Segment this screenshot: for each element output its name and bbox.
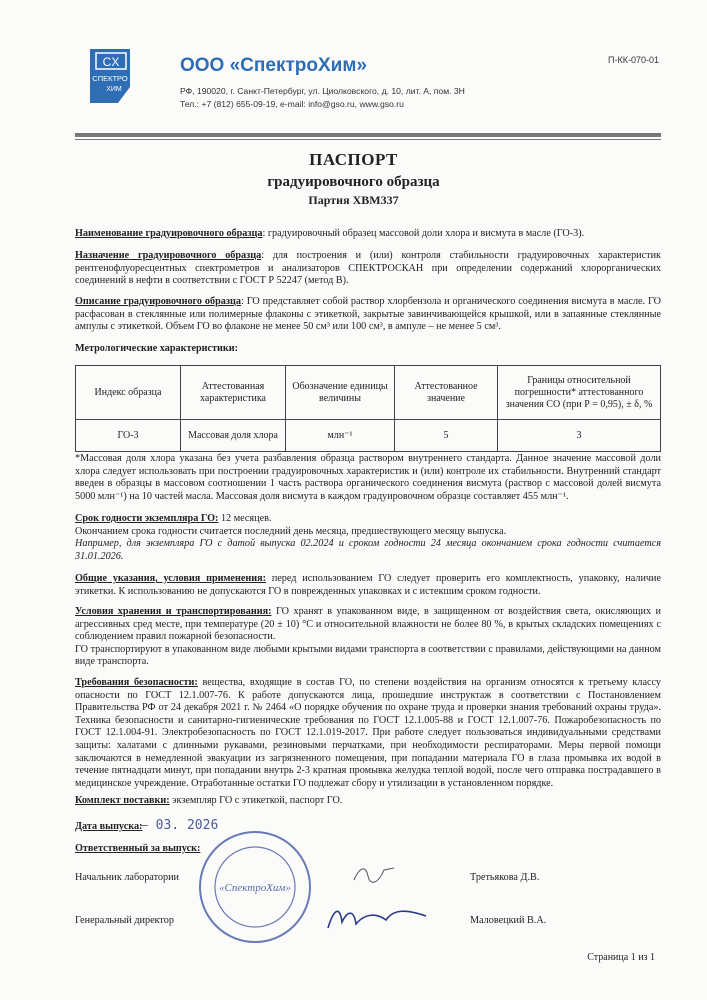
batch-number: Партия ХВМ337 — [308, 193, 399, 207]
table-header: Обозначение единицы величины — [286, 366, 395, 420]
contacts-line: Тел.: +7 (812) 655-09-19, e-mail: info@gso.ru, www.gso.ru — [180, 99, 404, 109]
metro-label: Метрологические характеристики: — [75, 343, 239, 354]
general-section — [75, 573, 661, 598]
address-line: РФ, 190020, г. Санкт-Петербург, ул. Циолковского, д. 10, лит. А, пом. 3Н — [180, 86, 465, 96]
doc-subtitle: градуировочного образца — [267, 174, 440, 190]
company-name: ООО «СпектроХим» — [180, 55, 367, 76]
description-text: : ГО представляет собой раствор хлорбензола и органического соединения висмута в масле. ГО расфасован в стеклянные или полимерные флаконы с этикеткой, закрытые завинчивающейся крышкой, или в запаянные стеклянные ампулы с этикеткой. Объем ГО во флаконе не менее 50 см³ или 100 см³, в ампуле – не менее 5 см³. — [75, 296, 661, 333]
logo-line1: СПЕКТРО — [92, 74, 128, 83]
role-director: Генеральный директор — [75, 915, 174, 926]
table-header: Индекс образца — [76, 366, 181, 420]
document-code: П-КК-070-01 — [608, 55, 659, 65]
table-cell: млн⁻¹ — [286, 420, 395, 452]
table-header-row — [76, 366, 661, 420]
shelf-life-section — [75, 513, 661, 563]
storage-section — [75, 606, 661, 669]
shelf-life-example: Например, для экземпляра ГО с датой выпуска 02.2024 и сроком годности 24 месяца окончанием срока годности считается 31.01.2026. — [75, 538, 661, 562]
metrology-table — [75, 365, 661, 452]
kit-section — [75, 795, 661, 808]
description-label: Описание градуировочного образца — [75, 296, 241, 307]
company-seal — [196, 828, 314, 946]
page-number: Страница 1 из 1 — [587, 952, 655, 963]
safety-text: вещества, входящие в состав ГО, по степени воздействия на организм относятся к третьему классу опасности по ГОСТ 12.1.007-76. К работе допускаются лица, прошедшие инструктаж в соответствии с Постановлением Правительства РФ от 24 декабря 2021 г. № 2464 «О порядке обучения по охране труда и проверки знания требований охраны труда». Техника безопасности и санитарно-гигиенические требования по ГОСТ 12.1.005-88 и ГОСТ 12.1.007-76. Пожаробезопасность по ГОСТ 12.1.004-91. Электробезопасность по ГОСТ 12.1.019-2017. При работе следует пользоваться индивидуальными средствами защиты: халатами с длинными рукавами, резиновыми перчатками, при необходимости респираторами. Меры первой помощи заключаются в немедленной эвакуации из загрязненного помещения, при попадании материала ГО в глаза промывка их водой в течение пятнадцати минут, при попадании внутрь 2-3 кратная промывка желудка теплой водой, после чего отправка пострадавшего в медицинское учреждение. Отработанные остатки ГО подлежат сбору и утилизации в установленном порядке. — [75, 677, 661, 789]
purpose-text: : для построения и (или) контроля стабильности градуировочных характеристик рентгенофлуоресцентных спектрометров и анализаторов СПЕКТРОСКАН при определении содержаний хлорорганических соединений в нефти в соответствии с ГОСТ Р 52247 (метод В). — [75, 250, 661, 287]
table-row — [76, 420, 661, 452]
footnote: *Массовая доля хлора указана без учета разбавления образца раствором внутреннего стандарта. Данное значение массовой доли хлора следует использовать при построении градуировочных характеристик и (или) контроле их стабильности. Внутренний стандарт введен в образцы в массовом соотношении 1 часть раствора органического соединения висмута (раствор с массовой долей висмута 5000 млн⁻¹) на 10 частей масла. Массовая доля висмута в каждом градуировочном образце составляет 455 млн⁻¹. — [75, 453, 661, 502]
table-cell: 5 — [395, 420, 498, 452]
kit-text: экземпляр ГО с этикеткой, паспорт ГО. — [169, 795, 343, 806]
release-date-label: Дата выпуска: — [75, 821, 143, 832]
purpose-section — [75, 250, 661, 288]
storage-text: ГО хранят в упакованном виде, в защищенном от воздействия света, окисляющих и агрессивных сред месте, при температуре (20 ± 10) °С и относительной влажности не более 80 %, в крытых складских помещениях с соблюдением правил пожарной безопасности. — [75, 606, 661, 643]
kit-label: Комплект поставки: — [75, 795, 170, 806]
signature-director — [322, 900, 432, 939]
purpose-label: Назначение градуировочного образца — [75, 250, 262, 261]
header-divider — [75, 133, 661, 137]
signature-lab-head — [350, 862, 400, 889]
table-cell: Массовая доля хлора — [181, 420, 286, 452]
logo-line2: ХИМ — [106, 86, 122, 93]
logo-main: CX — [102, 55, 120, 69]
release-date-stamp: – 03. 2026 — [140, 818, 219, 833]
description-section — [75, 296, 661, 334]
general-text: перед использованием ГО следует проверить его комплектность, упаковку, наличие этикетки. К использованию не допускаются ГО в поврежденных упаковках и с истекшим сроком годности. — [75, 573, 662, 597]
safety-label: Требования безопасности: — [75, 677, 198, 688]
company-logo — [84, 47, 136, 107]
table-header: Аттестованное значение — [395, 366, 498, 420]
table-cell: 3 — [498, 420, 661, 452]
shelf-life-value: 12 месяцев. — [218, 513, 272, 524]
table-header: Границы относительной погрешности* аттестованного значения СО (при Р = 0,95), ± δ, % — [498, 366, 661, 420]
seal-text: «СпектроХим» — [219, 882, 291, 894]
doc-title: ПАСПОРТ — [309, 150, 398, 169]
storage-label: Условия хранения и транспортирования: — [75, 606, 272, 617]
role-lab-head: Начальник лаборатории — [75, 872, 179, 883]
name-text: : градуировочный образец массовой доли хлора и висмута в масле (ГО-3). — [262, 228, 585, 239]
responsible-label: Ответственный за выпуск: — [75, 843, 201, 854]
name-director: Маловецкий В.А. — [470, 915, 547, 926]
name-lab-head: Третьякова Д.В. — [470, 872, 540, 883]
shelf-life-note: Окончанием срока годности считается последний день месяца, предшествующего месяцу выпуска. — [75, 525, 507, 537]
safety-section — [75, 677, 661, 790]
name-section — [75, 228, 661, 241]
company-address — [180, 85, 465, 111]
header-divider-thin — [75, 139, 661, 140]
transport-text: ГО транспортируют в упакованном виде любыми крытыми видами транспорта в соответствии с правилами, действующими на данном виде транспорта. — [75, 643, 661, 668]
table-cell: ГО-3 — [76, 420, 181, 452]
general-label: Общие указания, условия применения: — [75, 573, 266, 584]
table-header: Аттестованная характеристика — [181, 366, 286, 420]
shelf-life-label: Срок годности экземпляра ГО: — [75, 513, 219, 524]
name-label: Наименование градуировочного образца — [75, 228, 263, 239]
